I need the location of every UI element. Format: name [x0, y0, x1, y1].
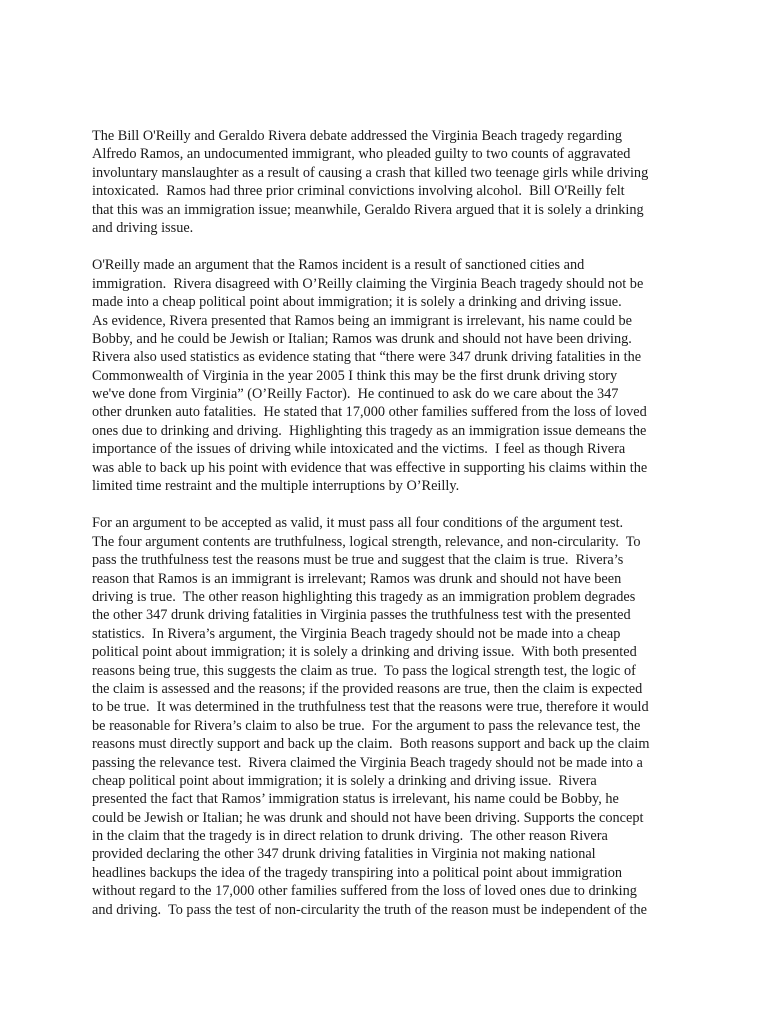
text-line: the other 347 drunk driving fatalities in Virginia passes the truthfulness test with the presented	[92, 607, 631, 624]
text-line: involuntary manslaughter as a result of causing a crash that killed two teenage girls while driving	[92, 164, 649, 181]
text-line: the claim is assessed and the reasons; if the provided reasons are true, then the claim is expected	[92, 680, 643, 697]
paragraph-3	[92, 514, 687, 919]
text-line: and driving. To pass the test of non-circularity the truth of the reason must be independent of the	[92, 901, 647, 918]
text-line: intoxicated. Ramos had three prior criminal convictions involving alcohol. Bill O'Reilly felt	[92, 183, 625, 200]
text-line: Alfredo Ramos, an undocumented immigrant, who pleaded guilty to two counts of aggravated	[92, 146, 631, 163]
text-line: For an argument to be accepted as valid, it must pass all four conditions of the argument test.	[92, 515, 624, 532]
text-line: passing the relevance test. Rivera claimed the Virginia Beach tragedy should not be made into a	[92, 754, 643, 771]
text-line: immigration. Rivera disagreed with O’Reilly claiming the Virginia Beach tragedy should not be	[92, 275, 644, 292]
text-line: that this was an immigration issue; meanwhile, Geraldo Rivera argued that it is solely a drinking	[92, 201, 644, 218]
text-line: cheap political point about immigration; it is solely a drinking and driving issue. Rivera	[92, 772, 597, 789]
text-line: Commonwealth of Virginia in the year 2005 I think this may be the first drunk driving story	[92, 367, 618, 384]
text-line: statistics. In Rivera’s argument, the Virginia Beach tragedy should not be made into a cheap	[92, 625, 621, 642]
text-line: reasons being true, this suggests the claim as true. To pass the logical strength test, the logic of	[92, 662, 636, 679]
text-line: was able to back up his point with evidence that was effective in supporting his claims within the	[92, 459, 648, 476]
text-line: limited time restraint and the multiple interruptions by O’Reilly.	[92, 478, 460, 495]
text-line: reasons must directly support and back up the claim. Both reasons support and back up the claim	[92, 736, 650, 753]
text-line: could be Jewish or Italian; he was drunk and should not have been driving. Supports the concept	[92, 809, 644, 826]
text-line: presented the fact that Ramos’ immigration status is irrelevant, his name could be Bobby, he	[92, 791, 619, 808]
text-line: O'Reilly made an argument that the Ramos incident is a result of sanctioned cities and	[92, 257, 585, 274]
text-line: Rivera also used statistics as evidence stating that “there were 347 drunk driving fatalities in the	[92, 349, 642, 366]
text-line: without regard to the 17,000 other families suffered from the loss of loved ones due to drinking	[92, 883, 637, 900]
text-line: we've done from Virginia” (O’Reilly Factor). He continued to ask do we care about the 347	[92, 386, 619, 403]
text-line: reason that Ramos is an immigrant is irrelevant; Ramos was drunk and should not have been	[92, 570, 622, 587]
text-line: headlines backups the idea of the tragedy transpiring into a political point about immigration	[92, 864, 623, 881]
text-line: The four argument contents are truthfulness, logical strength, relevance, and non-circularity. To	[92, 533, 641, 550]
text-line: ones due to drinking and driving. Highlighting this tragedy as an immigration issue demeans the	[92, 422, 647, 439]
text-line: to be true. It was determined in the truthfulness test that the reasons were true, therefore it would	[92, 699, 649, 716]
text-line: be reasonable for Rivera’s claim to also be true. For the argument to pass the relevance test, the	[92, 717, 641, 734]
text-line: other drunken auto fatalities. He stated that 17,000 other families suffered from the loss of loved	[92, 404, 647, 421]
text-line: importance of the issues of driving while intoxicated and the victims. I feel as though Rivera	[92, 441, 626, 458]
paragraph-2	[92, 256, 687, 495]
text-line: driving is true. The other reason highlighting this tragedy as an immigration problem degrades	[92, 588, 636, 605]
paragraph-1	[92, 127, 687, 237]
text-line: political point about immigration; it is solely a drinking and driving issue. With both presented	[92, 644, 637, 661]
document-body	[92, 127, 687, 938]
text-line: provided declaring the other 347 drunk driving fatalities in Virginia not making national	[92, 846, 596, 863]
text-line: Bobby, and he could be Jewish or Italian; Ramos was drunk and should not have been driving.	[92, 330, 632, 347]
text-line: in the claim that the tragedy is in direct relation to drunk driving. The other reason Rivera	[92, 828, 608, 845]
text-line: made into a cheap political point about immigration; it is solely a drinking and driving issue.	[92, 294, 622, 311]
text-line: pass the truthfulness test the reasons must be true and suggest that the claim is true. Rivera’s	[92, 552, 624, 569]
text-line: and driving issue.	[92, 219, 194, 236]
text-line: As evidence, Rivera presented that Ramos being an immigrant is irrelevant, his name could be	[92, 312, 632, 329]
text-line: The Bill O'Reilly and Geraldo Rivera debate addressed the Virginia Beach tragedy regarding	[92, 128, 622, 144]
